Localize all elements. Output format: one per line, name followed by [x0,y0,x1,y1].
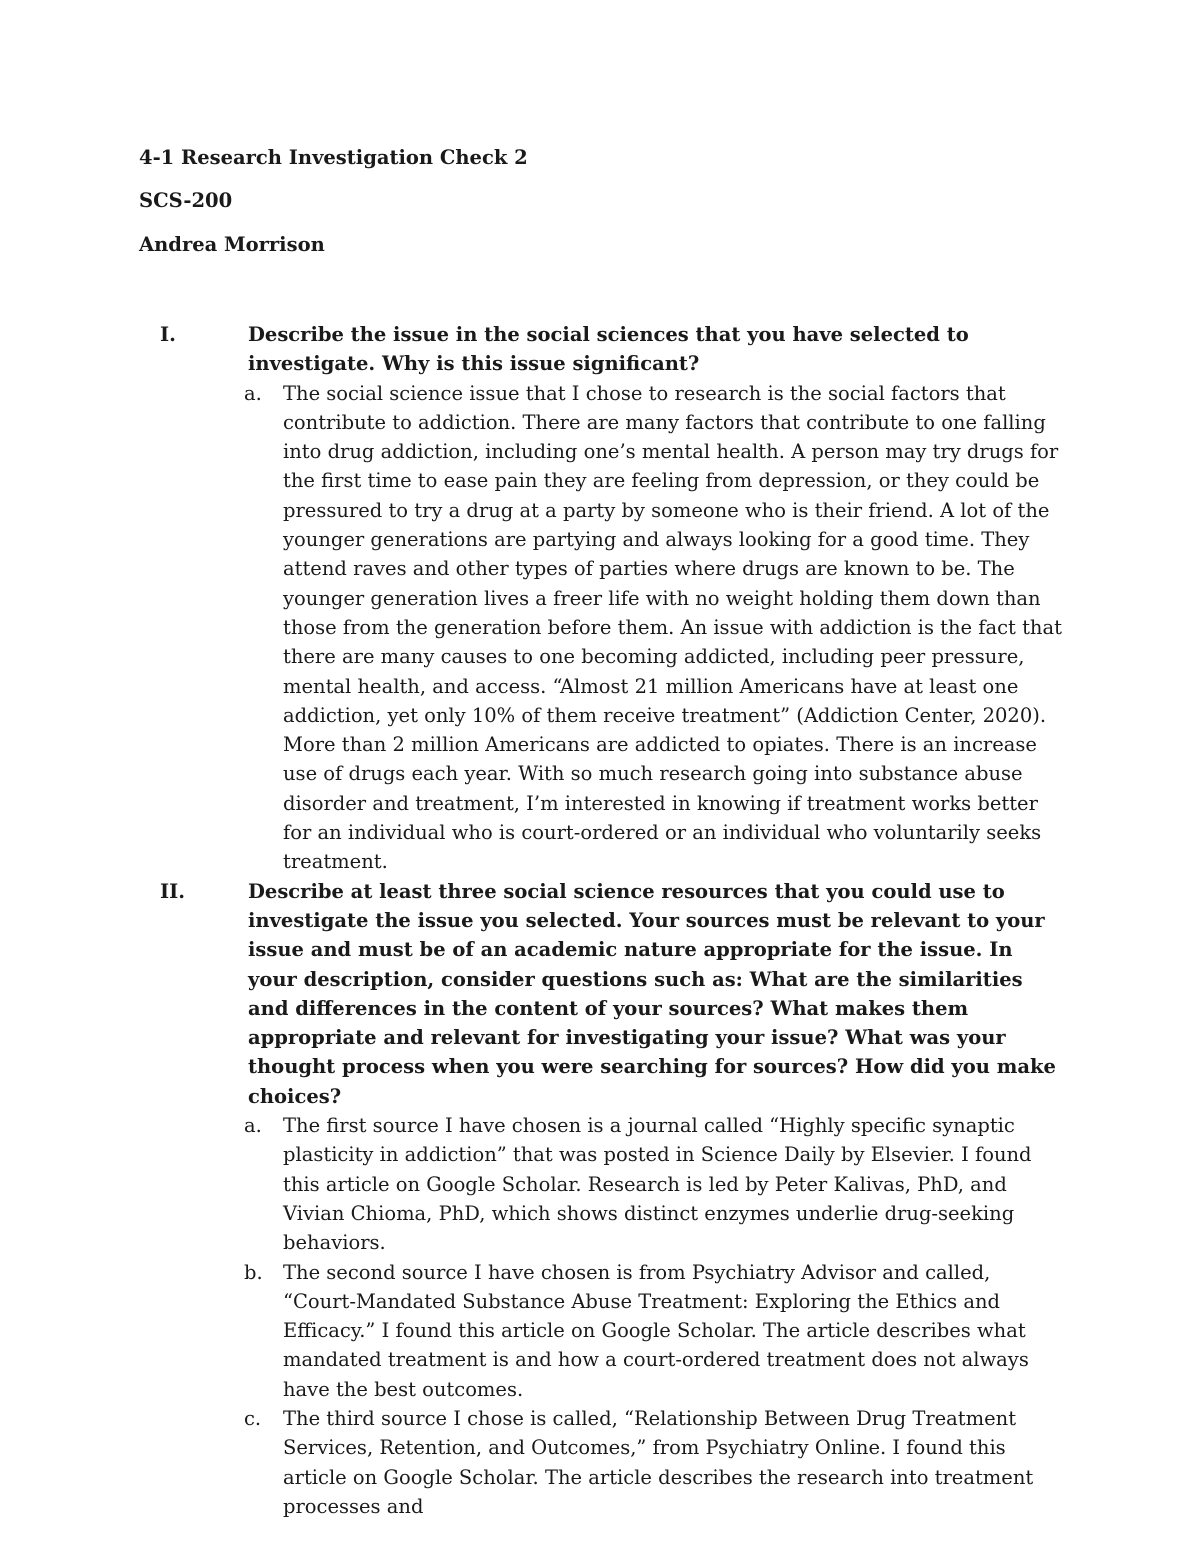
section-numeral: I. [160,323,176,346]
section-2 [160,877,1060,1522]
answer-text: The first source I have chosen is a journal called “Highly specific synaptic plasticity in addiction” that was posted in Science Daily by Elsevier. I found this article on Google Scholar. Research is led by Peter Kalivas, PhD, and Vivian Chioma, PhD, which shows distinct enzymes underlie drug-seeking behaviors. [283,1114,1032,1255]
section-1 [160,320,1060,877]
author-name: Andrea Morrison [139,233,325,256]
answer-text: The second source I have chosen is from Psychiatry Advisor and called, “Court-Mandated Substance Abuse Treatment: Exploring the Ethics and Efficacy.” I found this article on Google Scholar. The article describes what mandated treatment is and how a court-ordered treatment does not always have the best outcomes. [283,1260,1029,1401]
answer-item [244,1404,1060,1521]
answer-item [244,379,1062,877]
document-title: 4-1 Research Investigation Check 2 [139,146,528,169]
answer-letter: a. [244,1114,262,1138]
answer-letter: c. [244,1406,262,1430]
document-body [160,320,1060,1521]
answer-text: The social science issue that I chose to research is the social factors that contribute to addiction. There are many factors that contribute to one falling into drug addiction, including one’s mental health. A person may try drugs for the first time to ease pain they are feeling from depression, or they could be pressured to try a drug at a party by someone who is their friend. A lot of the younger generations are partying and always looking for a good time. They attend raves and other types of parties where drugs are known to be. The younger generation lives a freer life with no weight holding them down than those from the generation before them. An issue with addiction is the fact that there are many causes to one becoming addicted, including peer pressure, mental health, and access. “Almost 21 million Americans have at least one addiction, yet only 10% of them receive treatment” (Addiction Center, 2020). More than 2 million Americans are addicted to opiates. There is an increase use of drugs each year. With so much research going into substance abuse disorder and treatment, I’m interested in knowing if treatment works better for an individual who is court-ordered or an individual who voluntarily seeks treatment. [283,381,1062,874]
course-code: SCS-200 [139,189,233,212]
answer-text: The third source I chose is called, “Relationship Between Drug Treatment Services, Retention, and Outcomes,” from Psychiatry Online. I found this article on Google Scholar. The article describes the research into treatment processes and [283,1406,1034,1518]
answer-item [244,1258,1060,1404]
section-prompt: Describe the issue in the social sciences that you have selected to investigate. Why is this issue significant? [248,323,969,376]
answer-letter: a. [244,381,262,405]
answer-letter: b. [244,1260,263,1284]
section-numeral: II. [160,879,186,903]
section-prompt: Describe at least three social science resources that you could use to investigate the issue you selected. Your sources must be relevant to your issue and must be of an academic nature appropriate for the issue. In your description, consider questions such as: What are the similarities and differences in the content of your sources? What makes them appropriate and relevant for investigating your issue? What was your thought process when you were searching for sources? How did you make choices? [248,879,1056,1108]
answer-item [244,1111,1060,1257]
